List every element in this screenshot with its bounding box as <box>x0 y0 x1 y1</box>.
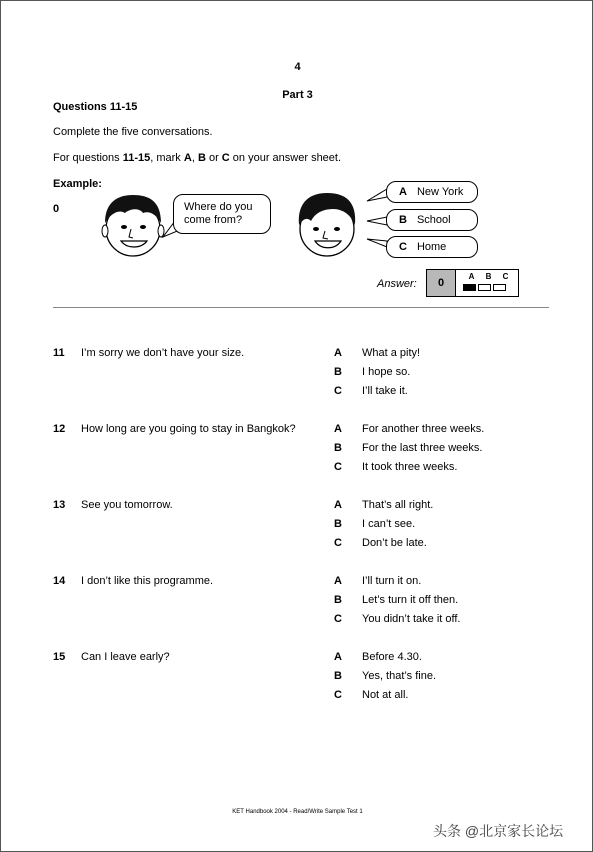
example-number: 0 <box>53 203 60 215</box>
page-number: 4 <box>294 61 301 73</box>
option-text: For another three weeks. <box>362 423 485 435</box>
question-text: How long are you going to stay in Bangkok? <box>81 423 296 435</box>
option-letter: B <box>334 518 342 530</box>
option-text: You didn’t take it off. <box>362 613 461 625</box>
footer: KET Handbook 2004 - Read/Write Sample Test 1 <box>232 809 363 815</box>
option-text: It took three weeks. <box>362 461 458 473</box>
answer-letter-a: A <box>468 272 475 281</box>
option-text: Yes, that’s fine. <box>362 670 436 682</box>
option-text: New York <box>416 186 464 198</box>
option-letter: A <box>334 499 342 511</box>
question-text: See you tomorrow. <box>81 499 173 511</box>
option-text: Before 4.30. <box>362 651 422 663</box>
watermark: 头条 @北京家长论坛 <box>433 823 564 839</box>
option-text: For the last three weeks. <box>362 442 483 454</box>
option-letter: B <box>334 442 342 454</box>
option-text: I hope so. <box>362 366 411 378</box>
instruction-2 <box>53 152 341 164</box>
option-letter: A <box>334 423 342 435</box>
instr-post: on your answer sheet. <box>229 152 342 164</box>
instr-b: B <box>197 152 206 164</box>
instruction-1: Complete the five conversations. <box>53 126 213 138</box>
option-letter: B <box>399 214 407 226</box>
option-letter: C <box>334 689 342 701</box>
question-text: I don’t like this programme. <box>81 575 214 587</box>
instr-pre: For questions <box>53 152 123 164</box>
answer-box <box>426 269 519 297</box>
answer-label: Answer: <box>377 278 417 290</box>
answer-letters <box>463 272 514 281</box>
instr-sep2: or <box>205 152 222 164</box>
question-text: Can I leave early? <box>81 651 170 663</box>
option-text: Home <box>416 241 447 253</box>
questions-heading: Questions 11-15 <box>53 101 138 113</box>
option-letter: C <box>334 385 342 397</box>
example-option-a <box>386 181 478 203</box>
question-number: 13 <box>53 499 66 511</box>
question-text: I’m sorry we don’t have your size. <box>81 347 245 359</box>
option-letter: A <box>334 347 342 359</box>
section-divider <box>53 307 549 308</box>
instr-range: 11-15 <box>122 152 151 164</box>
instr-sep1: , <box>191 152 198 164</box>
instr-a: A <box>183 152 192 164</box>
instr-c: C <box>221 152 230 164</box>
question-number: 14 <box>53 575 66 587</box>
option-letter: A <box>399 186 407 198</box>
option-letter: B <box>334 594 342 606</box>
option-text: Let’s turn it off then. <box>362 594 459 606</box>
option-text: I can’t see. <box>362 518 416 530</box>
answer-cell-c <box>493 284 506 291</box>
option-text: School <box>416 214 451 226</box>
option-letter: C <box>399 241 407 253</box>
question-number: 11 <box>53 347 65 359</box>
option-text: Don’t be late. <box>362 537 427 549</box>
option-letter: C <box>334 537 342 549</box>
question-number: 12 <box>53 423 66 435</box>
answer-cell-b <box>478 284 491 291</box>
option-text: I’ll turn it on. <box>362 575 422 587</box>
answer-cells <box>463 284 508 302</box>
option-letter: B <box>334 366 342 378</box>
option-letter: C <box>334 461 342 473</box>
example-option-c <box>386 236 478 258</box>
option-letter: C <box>334 613 342 625</box>
option-letter: A <box>334 575 342 587</box>
girl-face-icon <box>293 191 361 259</box>
option-letter: A <box>334 651 342 663</box>
part-title: Part 3 <box>282 89 313 101</box>
option-text: That’s all right. <box>362 499 434 511</box>
option-text: What a pity! <box>362 347 421 359</box>
option-text: I’ll take it. <box>362 385 408 397</box>
option-text: Not at all. <box>362 689 409 701</box>
boy-face-icon <box>99 193 167 259</box>
example-option-b <box>386 209 478 231</box>
answer-cell-a <box>463 284 476 291</box>
option-letter: B <box>334 670 342 682</box>
question-number: 15 <box>53 651 66 663</box>
example-question-bubble: Where do you come from? <box>173 194 271 234</box>
answer-number: 0 <box>427 270 456 296</box>
instr-mid: , mark <box>150 152 184 164</box>
example-label: Example: <box>53 178 102 190</box>
answer-letter-b: B <box>485 272 492 281</box>
answer-letter-c: C <box>502 272 509 281</box>
